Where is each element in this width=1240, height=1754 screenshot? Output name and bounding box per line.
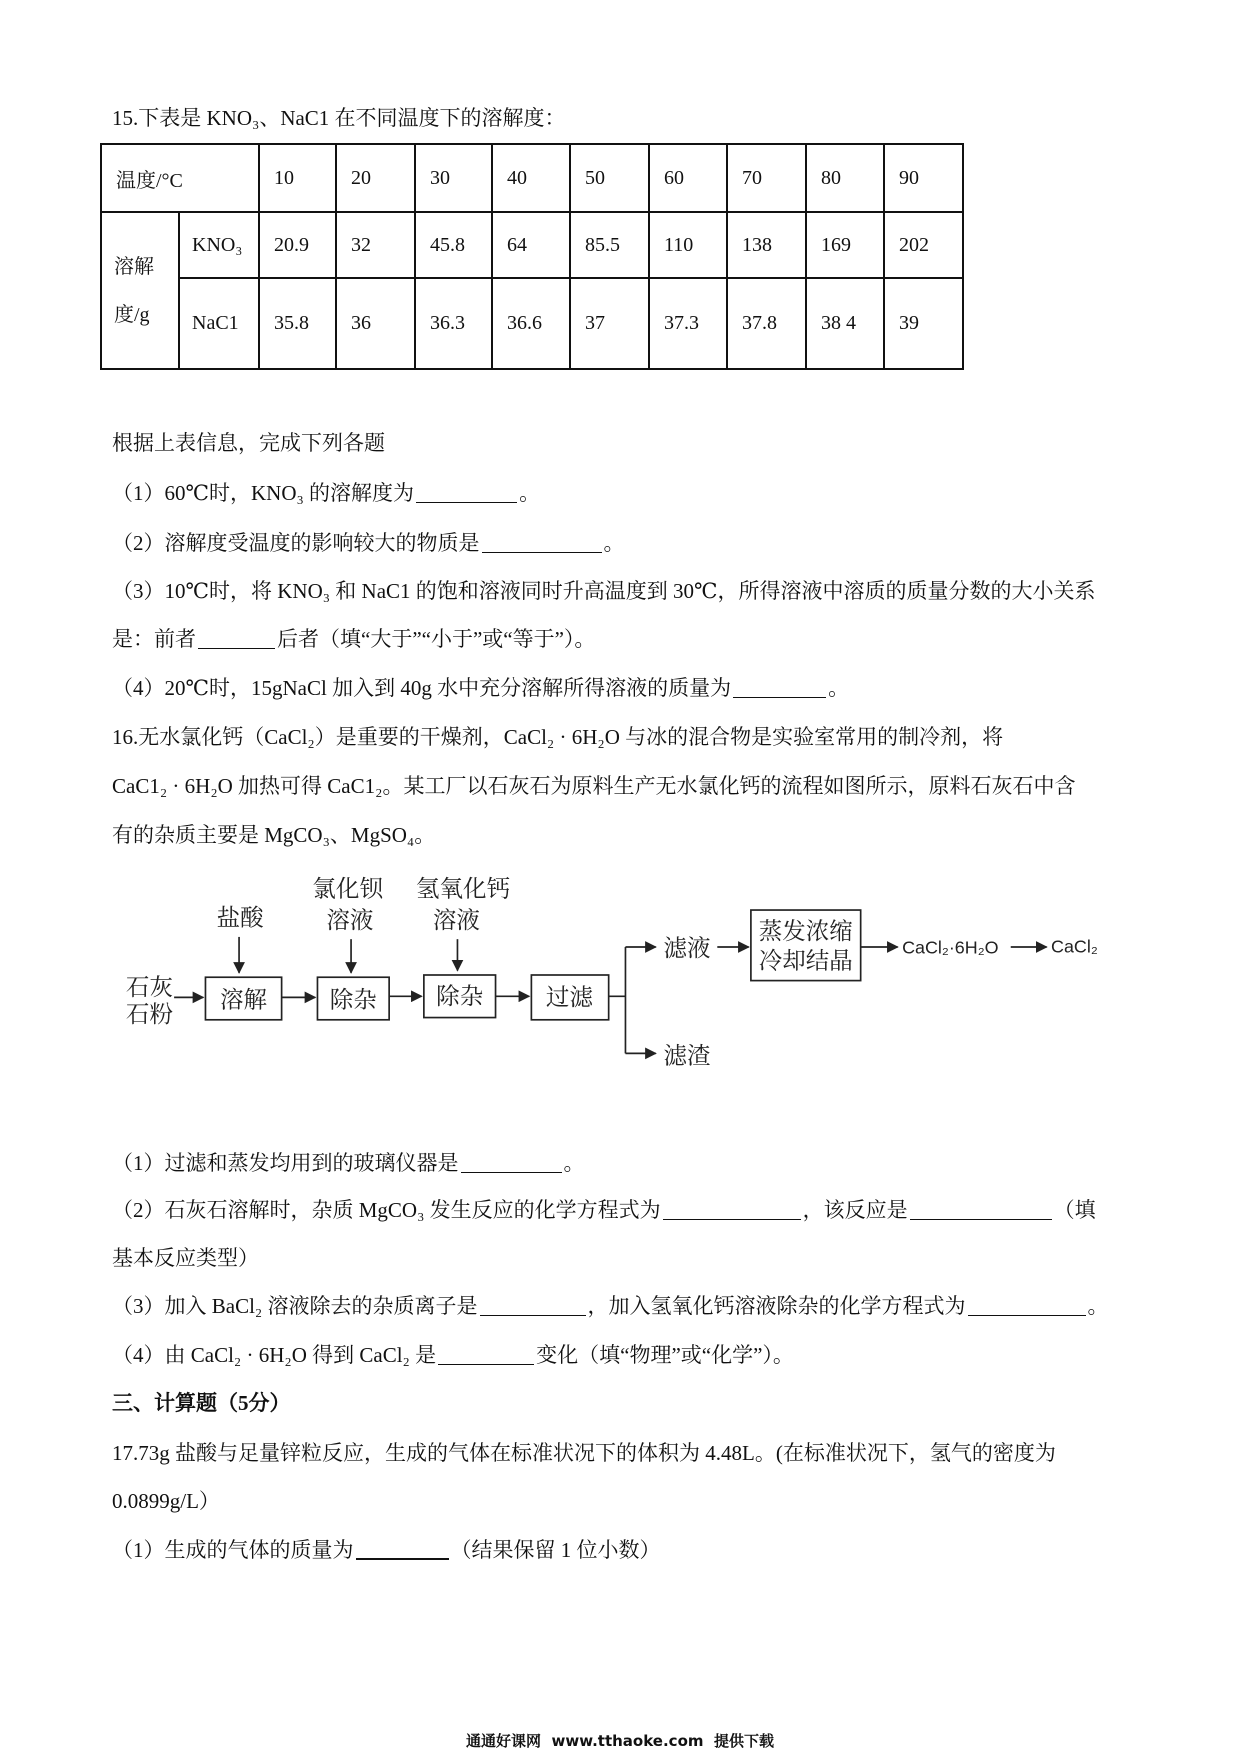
solubility-group-label	[101, 212, 179, 369]
value-cell: 36	[336, 278, 415, 369]
hydrate-product: CaCl₂·6H₂O	[902, 937, 999, 958]
q17-line1: 17.73g 盐酸与足量锌粒反应，生成的气体在标准状况下的体积为 4.48L。(在标准状况下，氢气的密度为	[112, 1441, 1056, 1465]
value-cell: 20.9	[259, 212, 336, 278]
question-text: 。	[828, 676, 850, 700]
value-cell: 36.3	[415, 278, 492, 369]
question-text: （2）石灰石溶解时，杂质 MgCO₃ 发生反应的化学方程式为	[112, 1198, 661, 1222]
temperature-cell: 90	[884, 144, 963, 212]
table-row-nacl	[101, 278, 963, 369]
value-cell: 36.6	[492, 278, 570, 369]
q15-sub2	[112, 530, 625, 556]
value-cell: 169	[806, 212, 884, 278]
step-label: 蒸发浓缩	[758, 917, 853, 946]
q16-intro-line: CaC1₂ · 6H₂O 加热可得 CaC1₂。某工厂以石灰石为原料生产无水氯化钙的流程如图所示，原料石灰石中含	[112, 774, 1076, 798]
section-heading: 三、计算题（5分）	[112, 1391, 291, 1415]
step-label: 过滤	[545, 983, 593, 1012]
value-cell: 45.8	[415, 212, 492, 278]
answer-blank	[482, 551, 602, 553]
question-text: （1）过滤和蒸发均用到的玻璃仪器是	[112, 1151, 459, 1175]
q15-sub1	[112, 480, 540, 506]
substance-cell: KNO₃	[179, 212, 259, 278]
q17-line2: 0.0899g/L）	[112, 1489, 220, 1513]
question-text: 。	[563, 1151, 585, 1175]
step-label: 溶解	[220, 985, 268, 1014]
value-cell: 37.8	[727, 278, 806, 369]
substance-cell: NaC1	[179, 278, 259, 369]
temperature-cell: 50	[570, 144, 649, 212]
step-label: 冷却结晶	[758, 946, 853, 975]
question-text: ，加入氢氧化钙溶液除杂的化学方程式为	[587, 1294, 966, 1318]
question-text: 。	[519, 481, 541, 505]
value-cell: 39	[884, 278, 963, 369]
q16-sub4	[112, 1342, 794, 1368]
answer-blank	[356, 1557, 449, 1560]
solubility-label-part: 度/g	[114, 303, 150, 326]
step-label: 除杂	[329, 985, 377, 1014]
process-flowchart	[112, 863, 1121, 1087]
table-header-row	[101, 144, 963, 212]
answer-blank	[438, 1363, 534, 1365]
value-cell: 64	[492, 212, 570, 278]
q16-sub3	[112, 1293, 1109, 1319]
answer-blank	[733, 696, 826, 698]
reagent-solution-label: 溶液	[326, 905, 374, 934]
answer-blank	[480, 1314, 586, 1316]
value-cell: 85.5	[570, 212, 649, 278]
question-text: （1）生成的气体的质量为	[112, 1538, 354, 1562]
temperature-cell: 40	[492, 144, 570, 212]
answer-blank	[968, 1314, 1086, 1316]
value-cell: 37.3	[649, 278, 727, 369]
question-text: （4）20℃时，15gNaCl 加入到 40g 水中充分溶解所得溶液的质量为	[112, 676, 732, 700]
value-cell: 110	[649, 212, 727, 278]
q15-sub3-line2	[112, 626, 595, 652]
residue-label: 滤渣	[663, 1041, 711, 1070]
temperature-cell: 10	[259, 144, 336, 212]
value-cell: 138	[727, 212, 806, 278]
reagent-calcium-hydroxide: 氢氧化钙	[416, 874, 511, 903]
temperature-cell: 70	[727, 144, 806, 212]
value-cell: 37	[570, 278, 649, 369]
question-text: 。	[1087, 1294, 1109, 1318]
answer-blank	[910, 1218, 1052, 1220]
answer-blank	[663, 1218, 801, 1220]
question-text: （填	[1053, 1198, 1096, 1222]
q16-sub2-line2: 基本反应类型）	[112, 1246, 259, 1270]
question-text: 变化（填“物理”或“化学”）。	[536, 1343, 794, 1367]
input-limestone: 石灰	[125, 973, 173, 1002]
question-text: （4）由 CaCl₂ · 6H₂O 得到 CaCl₂ 是	[112, 1343, 437, 1367]
q15-sub4	[112, 675, 849, 701]
question-text: （结果保留 1 位小数）	[450, 1538, 661, 1562]
temperature-cell: 80	[806, 144, 884, 212]
value-cell: 202	[884, 212, 963, 278]
solubility-label-part: 溶解	[114, 255, 154, 278]
step-label: 除杂	[436, 982, 484, 1011]
filtrate-label: 滤液	[663, 933, 711, 962]
q15-sub3-line1: （3）10℃时，将 KNO₃ 和 NaC1 的饱和溶液同时升高温度到 30℃，所得溶液中溶质的质量分数的大小关系	[112, 579, 1096, 603]
q17-sub1	[112, 1537, 661, 1563]
q16-sub2	[112, 1197, 1096, 1223]
question-text: （2）溶解度受温度的影响较大的物质是	[112, 531, 480, 555]
temperature-cell: 30	[415, 144, 492, 212]
q16-intro-line: 有的杂质主要是 MgCO₃、MgSO₄。	[112, 823, 436, 847]
final-product: CaCl₂	[1051, 936, 1098, 957]
value-cell: 38 4	[806, 278, 884, 369]
table-row-kno3	[101, 212, 963, 278]
solubility-table	[100, 143, 964, 370]
reagent-barium-chloride: 氯化钡	[312, 874, 383, 903]
question-text: （3）加入 BaCl₂ 溶液除去的杂质离子是	[112, 1294, 478, 1318]
answer-blank	[461, 1171, 562, 1173]
question-text: （1）60℃时，KNO₃ 的溶解度为	[112, 481, 415, 505]
page-footer: 通通好课网 www.tthaoke.com 提供下载	[466, 1732, 774, 1750]
value-cell: 35.8	[259, 278, 336, 369]
value-cell: 32	[336, 212, 415, 278]
answer-blank	[416, 501, 517, 503]
q16-intro-line: 16.无水氯化钙（CaCl₂）是重要的干燥剂，CaCl₂ · 6H₂O 与冰的混合物是实验室常用的制冷剂，将	[112, 725, 1004, 749]
temperature-cell: 20	[336, 144, 415, 212]
answer-blank	[198, 647, 275, 649]
reagent-solution-label: 溶液	[432, 905, 480, 934]
reagent-hydrochloric-acid: 盐酸	[216, 903, 264, 932]
temperature-cell: 60	[649, 144, 727, 212]
q16-sub1	[112, 1150, 585, 1176]
q15-intro: 15.下表是 KNO₃、NaC1 在不同温度下的溶解度：	[112, 106, 566, 130]
input-limestone: 石粉	[125, 1000, 173, 1029]
question-text: 是：前者	[112, 627, 196, 651]
question-text: 。	[603, 531, 625, 555]
question-text: ，该反应是	[802, 1198, 908, 1222]
q15-prompt: 根据上表信息，完成下列各题	[112, 431, 385, 455]
question-text: 后者（填“大于”“小于”或“等于”）。	[277, 627, 596, 651]
temperature-label-cell: 温度/°C	[101, 144, 259, 212]
